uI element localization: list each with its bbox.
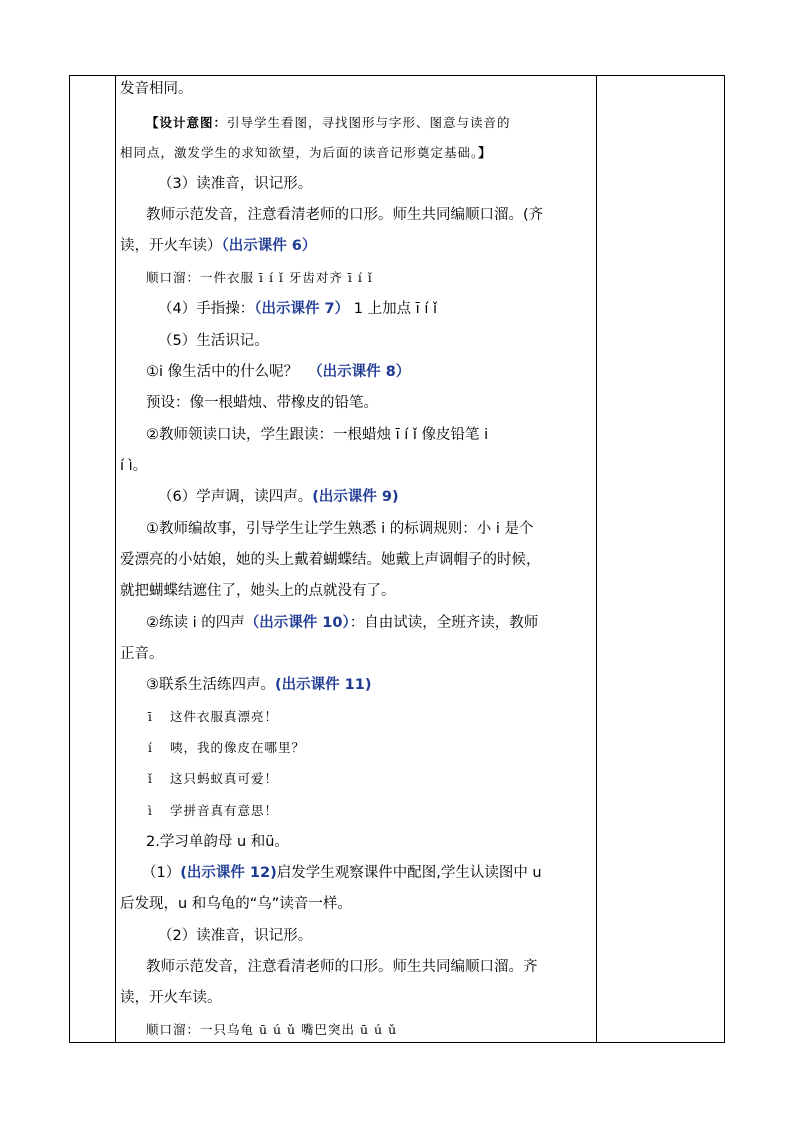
courseware-ref: （出示课件 7）	[254, 301, 350, 317]
section-heading: 2.学习单韵母 u 和ü。	[146, 834, 289, 850]
text-line: ②教师领读口诀，学生跟读：一根蜡烛 ī í ǐ 像皮铅笔 i	[146, 427, 489, 443]
step-heading: （2）读准音，识记形。	[158, 928, 313, 944]
courseware-ref: （出示课件 6）	[221, 238, 317, 254]
courseware-ref: （出示课件 8）	[308, 364, 411, 380]
text-line: 后发现，u 和乌龟的“乌”读音一样。	[120, 896, 352, 912]
column-divider-left	[115, 76, 116, 1042]
text-line: 教师示范发音，注意看清老师的口形。师生共同编顺口溜。(齐	[146, 207, 544, 223]
rhyme-line: 顺口溜：一件衣服 ī í ǐ 牙齿对齐 ī í ǐ	[146, 270, 373, 285]
tone-mark: í	[148, 741, 153, 755]
tone-line: í 咦，我的像皮在哪里？	[148, 738, 628, 758]
design-intent: 【设计意图：引导学生看图，寻找图形与字形、图意与读音的	[146, 115, 511, 130]
text-line: ②练读 i 的四声（出示课件 10）：自由试读，全班齐读，教师	[146, 615, 539, 631]
courseware-ref: (出示课件 12)	[180, 865, 277, 881]
tone-mark: ǐ	[148, 772, 153, 786]
courseware-ref: （出示课件 10）	[244, 615, 350, 631]
tone-line: ī 这件衣服真漂亮！	[148, 707, 628, 727]
text-line: í ì。	[120, 458, 148, 474]
text-line: 读，开火车读）（出示课件 6）	[120, 238, 317, 254]
text-line: 教师示范发音，注意看清老师的口形。师生共同编顺口溜。齐	[146, 959, 538, 975]
text-line: 就把蝴蝶结遮住了，她头上的点就没有了。	[120, 583, 396, 599]
rhyme-line: 顺口溜：一只乌龟 ū ú ǔ 嘴巴突出 ū ú ǔ	[146, 1022, 398, 1037]
text-line: ①教师编故事，引导学生让学生熟悉 i 的标调规则：小 i 是个	[146, 521, 534, 537]
tone-line: ì 学拼音真有意思！	[148, 801, 628, 821]
tone-line: ǐ 这只蚂蚁真可爱！	[148, 769, 628, 789]
text-line: 正音。	[120, 646, 164, 662]
step-heading: （3）读准音，识记形。	[158, 176, 313, 192]
tone-mark: ì	[148, 804, 153, 818]
text-line: 爱漂亮的小姑娘，她的头上戴着蝴蝶结。她戴上声调帽子的时候，	[120, 552, 541, 568]
step-heading: （4）手指操：（出示课件 7） 1 上加点 ī í ǐ	[158, 301, 437, 317]
text-line: ③联系生活练四声。(出示课件 11)	[146, 677, 372, 693]
text-line: （1）(出示课件 12)启发学生观察课件中配图,学生认读图中 u	[142, 865, 542, 881]
tone-mark: ī	[148, 710, 153, 724]
text-line: 预设：像一根蜡烛、带橡皮的铅笔。	[146, 395, 378, 411]
step-heading: （6）学声调，读四声。(出示课件 9)	[158, 489, 399, 505]
text-line: 读，开火车读。	[120, 990, 222, 1006]
text-line: 发音相同。	[120, 81, 193, 97]
step-heading: （5）生活识记。	[158, 333, 269, 349]
courseware-ref: (出示课件 11)	[275, 677, 372, 693]
courseware-ref: (出示课件 9)	[312, 489, 399, 505]
design-intent-cont: 相同点，激发学生的求知欲望，为后面的读音记形奠定基础。】	[120, 145, 492, 160]
text-line: ①i 像生活中的什么呢？ （出示课件 8）	[146, 364, 411, 380]
